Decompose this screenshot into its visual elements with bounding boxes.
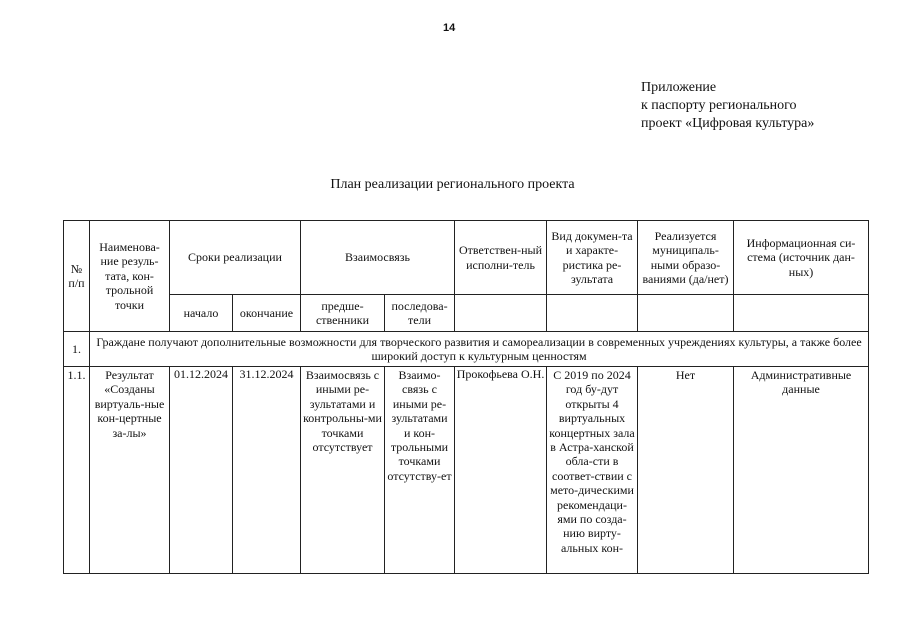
header-empty-executor <box>455 295 547 332</box>
header-empty-document <box>547 295 638 332</box>
row-document: С 2019 по 2024 год бу-дут открыты 4 виртуальных концертных зала в Астра-ханской обла-сти в соответ-ствии с мето-дическими рекомендаци-ями по созда-нию вирту-альных кон- <box>547 367 638 574</box>
row-executor: Прокофьева О.Н. <box>455 367 547 574</box>
header-result-name: Наименова-ние резуль-тата, кон-трольной точки <box>90 221 170 332</box>
header-timing: Сроки реализации <box>170 221 301 295</box>
header-empty-municipal <box>638 295 734 332</box>
annex-block <box>641 79 814 133</box>
header-num: № п/п <box>64 221 90 332</box>
row-municipal: Нет <box>638 367 734 574</box>
header-executor: Ответствен-ный исполни-тель <box>455 221 547 295</box>
annex-line-1: Приложение <box>641 80 717 95</box>
row-predecessors: Взаимосвязь с иными ре-зультатами и контрольны-ми точками отсутствует <box>301 367 385 574</box>
row-end: 31.12.2024 <box>233 367 301 574</box>
header-end: окончание <box>233 295 301 332</box>
row-info-system: Административные данные <box>734 367 869 574</box>
table-row <box>64 367 869 574</box>
header-relation: Взаимосвязь <box>301 221 455 295</box>
plan-table <box>63 220 869 574</box>
annex-line-2: к паспорту регионального <box>641 98 797 113</box>
header-info-system: Информационная си-стема (источник дан-ных) <box>734 221 869 295</box>
row-num: 1.1. <box>64 367 90 574</box>
annex-line-3: проект «Цифровая культура» <box>641 116 815 131</box>
header-row-1 <box>64 221 869 295</box>
row-start: 01.12.2024 <box>170 367 233 574</box>
header-successors: последова-тели <box>385 295 455 332</box>
row-result-name: Результат «Созданы виртуаль-ные кон-цертные за-лы» <box>90 367 170 574</box>
section-title: Граждане получают дополнительные возможности для творческого развития и самореализации в современных учреждениях культуры, а также более широкий доступ к культурным ценностям <box>90 332 869 367</box>
header-empty-info-system <box>734 295 869 332</box>
row-successors: Взаимо-связь с иными ре-зультатами и кон-трольными точками отсутству-ет <box>385 367 455 574</box>
page-number: 14 <box>443 22 456 34</box>
section-num: 1. <box>64 332 90 367</box>
header-predecessors: предше-ственники <box>301 295 385 332</box>
section-row <box>64 332 869 367</box>
header-row-2 <box>64 295 869 332</box>
header-start: начало <box>170 295 233 332</box>
header-document: Вид докумен-та и характе-ристика ре-зультата <box>547 221 638 295</box>
header-municipal: Реализуется муниципаль-ными образо-ваниями (да/нет) <box>638 221 734 295</box>
plan-title: План реализации регионального проекта <box>330 177 575 192</box>
